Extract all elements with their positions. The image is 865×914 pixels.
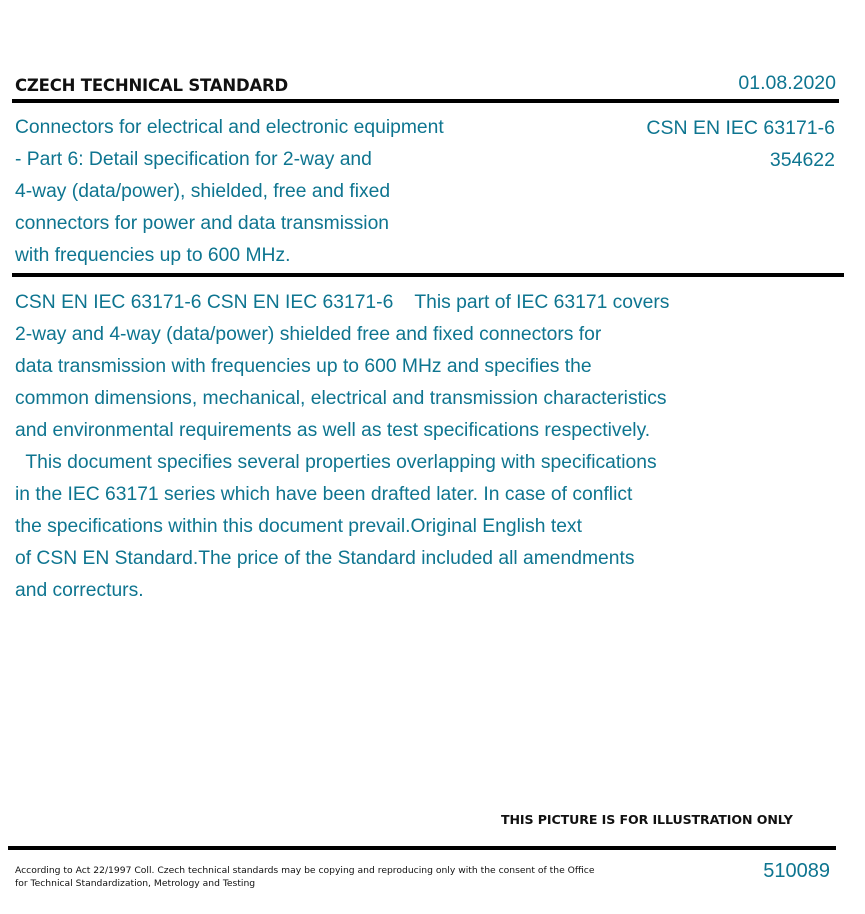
illustration-note: THIS PICTURE IS FOR ILLUSTRATION ONLY xyxy=(501,812,793,827)
standard-title xyxy=(15,112,505,272)
description-line: data transmission with frequencies up to 600 MHz and specifies the xyxy=(15,356,592,377)
standard-title-line: 4-way (data/power), shielded, free and fixed xyxy=(15,181,391,202)
standard-description xyxy=(15,287,775,607)
description-line: the specifications within this document prevail.Original English text xyxy=(15,516,582,537)
footer-divider xyxy=(8,846,836,850)
classification-code: 354622 xyxy=(769,149,835,171)
description-line: of CSN EN Standard.The price of the Standard included all amendments xyxy=(15,548,635,569)
description-line: 2-way and 4-way (data/power) shielded free and fixed connectors for xyxy=(15,324,602,345)
legal-notice-line: According to Act 22/1997 Coll. Czech technical standards may be copying and reproducing only with the consent of the Office xyxy=(15,865,595,876)
description-line: common dimensions, mechanical, electrical and transmission characteristics xyxy=(15,388,667,409)
document-type-heading: CZECH TECHNICAL STANDARD xyxy=(15,76,289,95)
description-line: and environmental requirements as well as test specifications respectively. xyxy=(15,420,651,441)
standard-title-line: connectors for power and data transmission xyxy=(15,213,390,234)
description-line: CSN EN IEC 63171-6 CSN EN IEC 63171-6 This part of IEC 63171 covers xyxy=(15,292,670,313)
standard-title-line: - Part 6: Detail specification for 2-way and xyxy=(15,149,372,170)
description-line: This document specifies several properties overlapping with specifications xyxy=(15,452,657,473)
description-line: and correcturs. xyxy=(15,580,144,601)
standard-title-line: Connectors for electrical and electronic equipment xyxy=(15,117,444,138)
header-divider xyxy=(12,99,839,103)
legal-notice xyxy=(15,864,595,890)
publication-date: 01.08.2020 xyxy=(738,72,836,94)
description-line: in the IEC 63171 series which have been drafted later. In case of conflict xyxy=(15,484,633,505)
standard-number: CSN EN IEC 63171-6 xyxy=(646,117,835,139)
standard-title-line: with frequencies up to 600 MHz. xyxy=(15,245,291,266)
catalog-code: 510089 xyxy=(763,860,830,882)
title-divider xyxy=(12,273,844,277)
legal-notice-line: for Technical Standardization, Metrology and Testing xyxy=(15,878,256,889)
standard-identifier xyxy=(646,112,835,176)
